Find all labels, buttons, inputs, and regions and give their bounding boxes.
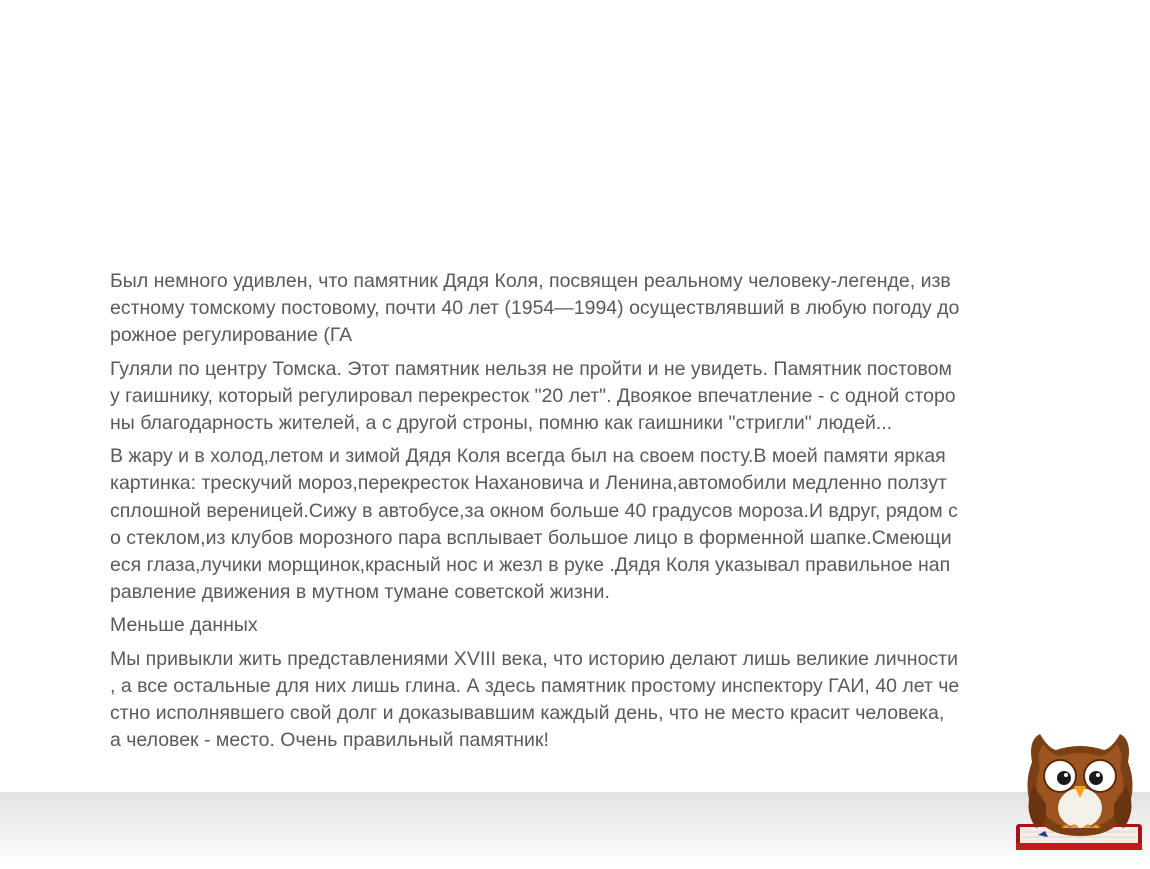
slide-text (110, 268, 1086, 760)
owl-on-book-icon (1010, 728, 1150, 864)
paragraph-5: Мы привыкли жить представлениями XVIII века, что историю делают лишь великие личности , а все остальные для них лишь глина. А здесь памятник простому инспектору ГАИ, 40 лет че стно исполнявшего свой долг и доказывавшим каждый день, что не место красит человека, а человек - место. Очень правильный памятник! (110, 647, 960, 752)
paragraph-4: Меньше данных (110, 614, 258, 637)
bottom-gradient-band (0, 792, 1150, 864)
paragraph-1: Был немного удивлен, что памятник Дядя Коля, посвящен реальному человеку-легенде, изв естному томскому постовому, почти 40 лет (1954—1994) осуществлявший в любую погоду до рожное регулирование (ГА (110, 270, 960, 347)
paragraph-2: Гуляли по центру Томска. Этот памятник нельзя не пройти и не увидеть. Памятник постовом у гаишнику, который регулировал перекресток "20 лет". Двоякое впечатление - с одной сторо ны благодарность жителей, а с другой строны, помню как гаишники "стригли" людей... (110, 357, 956, 435)
paragraph-3: В жару и в холод,летом и зимой Дядя Коля всегда был на своем посту.В моей памяти яркая картинка: трескучий мороз,перекресток Нахановича и Ленина,автомобили медленно ползут сплошной вереницей.Сижу в автобусе,за окном больше 40 градусов мороза.И вдруг, рядом с о стеклом,из клубов морозного пара всплывает большое лицо в форменной шапке.Смеющи еся глаза,лучики морщинок,красный нос и жезл в руке .Дядя Коля указывал правильное нап равление движения в мутном тумане советской жизни. (110, 445, 958, 604)
owl-icon (1027, 734, 1132, 836)
